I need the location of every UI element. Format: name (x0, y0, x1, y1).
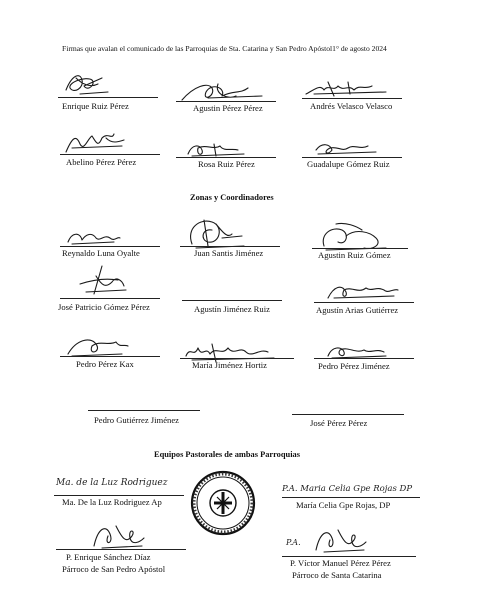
signature-line (58, 97, 158, 98)
coordinator-name: José Pérez Pérez (310, 418, 368, 428)
signature-reynaldo-luna (64, 228, 124, 248)
signature-pedro-perez-jimenez (324, 342, 394, 362)
signer-name: Rosa Ruiz Pérez (198, 159, 255, 169)
signer-name: Andrés Velasco Velasco (310, 101, 393, 111)
signature-line (282, 497, 420, 498)
coordinator-name: Pedro Pérez Jiménez (318, 361, 390, 371)
pastoral-name: Ma. De la Luz Rodriguez Ap (62, 497, 162, 507)
signature-line (292, 414, 404, 415)
signature-guadalupe-gomez (312, 138, 382, 158)
signature-agustin-arias (324, 280, 404, 302)
signature-line (60, 246, 160, 247)
signature-line (60, 356, 160, 357)
pastoral-name: P. Víctor Manuel Pérez Pérez (290, 558, 391, 568)
signature-line (60, 298, 160, 299)
signer-name: Guadalupe Gómez Ruiz (307, 159, 390, 169)
signature-line (56, 549, 186, 550)
handwritten-signature: P.A. (286, 538, 301, 547)
coordinator-name: Agustín Jiménez Ruiz (194, 304, 270, 314)
signature-line (182, 300, 282, 301)
signature-enrique-sanchez (88, 518, 148, 552)
signature-line (176, 101, 276, 102)
signature-line (314, 358, 414, 359)
coordinator-name: María Jiménez Hortiz (192, 360, 267, 370)
signature-line (314, 302, 414, 303)
pastoral-name: P. Enrique Sánchez Díaz (66, 552, 151, 562)
parish-seal-icon (190, 470, 256, 536)
signature-line (282, 556, 416, 557)
signature-line (88, 410, 200, 411)
coordinator-name: Agustin Ruiz Gómez (318, 250, 391, 260)
signature-line (302, 157, 402, 158)
coordinator-name: José Patricio Gómez Pérez (58, 302, 150, 312)
coordinator-name: Pedro Gutiérrez Jiménez (94, 415, 179, 425)
signature-line (180, 246, 280, 247)
signature-line (54, 495, 184, 496)
coordinator-name: Juan Santis Jiménez (194, 248, 264, 258)
signature-line (60, 154, 160, 155)
pastoral-title: Párroco de Santa Catarina (292, 570, 382, 580)
signature-enrique-ruiz (62, 70, 112, 100)
pastoral-name: María Celia Gpe Rojas, DP (296, 500, 391, 510)
signer-name: Enrique Ruiz Pérez (62, 101, 129, 111)
coordinator-name: Reynaldo Luna Oyalte (62, 248, 140, 258)
handwritten-signature: P.A. Maria Celia Gpe Rojas DP (282, 484, 413, 494)
signer-name: Agustin Pérez Pérez (193, 103, 263, 113)
signature-jose-patricio (72, 262, 132, 298)
coordinator-name: Pedro Pérez Kax (76, 359, 134, 369)
coordinator-name: Agustín Arias Gutiérrez (316, 305, 399, 315)
document-header: Firmas que avalan el comunicado de las Parroquias de Sta. Catarina y San Pedro Apóstol1° de agosto 2024 (62, 44, 387, 53)
signature-line (312, 248, 408, 249)
signature-line (180, 358, 294, 359)
handwritten-signature: Ma. de la Luz Rodriguez (56, 478, 168, 488)
section-title-zonas: Zonas y Coordinadores (190, 193, 274, 202)
signature-andres-velasco (304, 78, 394, 100)
pastoral-title: Párroco de San Pedro Apóstol (62, 564, 166, 574)
section-title-equipos: Equipos Pastorales de ambas Parroquias (154, 450, 300, 459)
signer-name: Abelino Pérez Pérez (66, 157, 137, 167)
signature-line (302, 98, 402, 99)
signature-victor-perez (310, 522, 370, 556)
signature-line (176, 157, 276, 158)
